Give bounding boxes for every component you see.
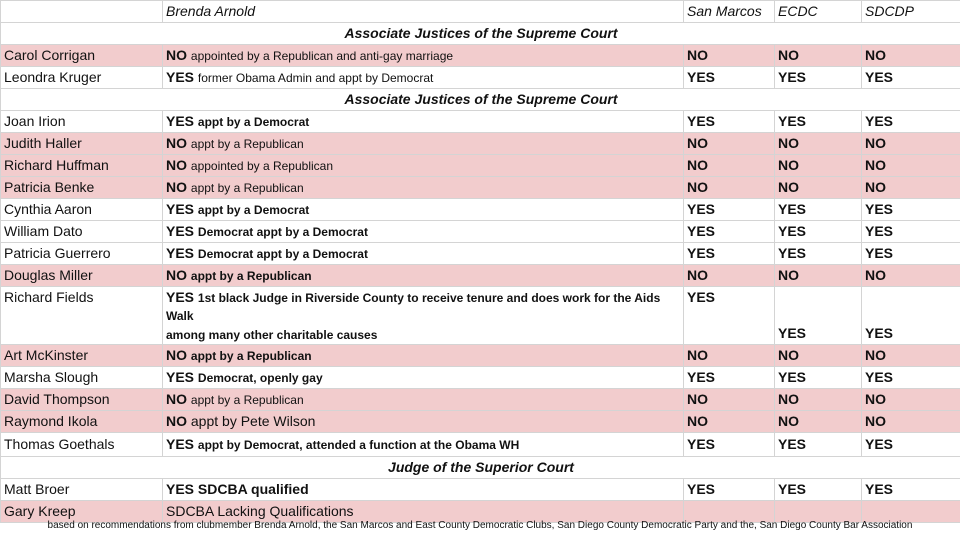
sdcdp-vote: NO <box>862 155 960 177</box>
section-row <box>1 457 960 479</box>
ecdc-vote: YES <box>775 199 862 221</box>
candidate-name: Patricia Benke <box>1 177 163 199</box>
table-row <box>1 243 960 265</box>
sdcdp-vote: YES <box>862 67 960 89</box>
san-marcos-vote: NO <box>684 45 775 67</box>
vote-note: appt by a Democrat <box>197 114 310 129</box>
ecdc-vote: NO <box>775 389 862 411</box>
san-marcos-vote: YES <box>684 367 775 389</box>
vote-note: appt by a Republican <box>190 180 304 195</box>
ecdc-vote: NO <box>775 155 862 177</box>
vote-label: YES <box>166 244 195 261</box>
candidate-name: Matt Broer <box>1 479 163 501</box>
table-row <box>1 221 960 243</box>
section-title: Associate Justices of the Supreme Court <box>1 23 960 45</box>
vote-label: NO <box>166 156 187 173</box>
sdcdp-vote: YES <box>862 433 960 457</box>
recommendation-cell <box>163 411 684 433</box>
table-row <box>1 133 960 155</box>
header-recommender: Brenda Arnold <box>163 1 684 23</box>
section-row <box>1 89 960 111</box>
vote-note: Democrat appt by a Democrat <box>197 246 368 261</box>
table-row <box>1 177 960 199</box>
san-marcos-vote: YES <box>684 479 775 501</box>
ecdc-vote: YES <box>775 367 862 389</box>
table-row <box>1 479 960 501</box>
san-marcos-vote: NO <box>684 177 775 199</box>
candidate-name: Douglas Miller <box>1 265 163 287</box>
vote-label: YES <box>166 368 195 385</box>
vote-label: YES <box>166 112 195 129</box>
recommendation-cell <box>163 111 684 133</box>
recommendation-cell <box>163 177 684 199</box>
vote-note: appointed by a Republican and anti-gay marriage <box>190 48 454 63</box>
ecdc-vote: YES <box>775 243 862 265</box>
sdcdp-vote: YES <box>862 243 960 265</box>
recommendation-cell <box>163 433 684 457</box>
vote-label: NO <box>166 46 187 63</box>
recommendation-cell <box>163 199 684 221</box>
ecdc-vote: NO <box>775 265 862 287</box>
table-row <box>1 287 960 345</box>
san-marcos-vote: YES <box>684 221 775 243</box>
san-marcos-vote: YES <box>684 67 775 89</box>
candidate-name: Joan Irion <box>1 111 163 133</box>
san-marcos-vote: YES <box>684 287 775 345</box>
sdcdp-vote: YES <box>862 199 960 221</box>
candidate-name: William Dato <box>1 221 163 243</box>
ecdc-vote: NO <box>775 411 862 433</box>
vote-label: NO <box>166 390 187 407</box>
candidate-name: Art McKinster <box>1 345 163 367</box>
section-title: Judge of the Superior Court <box>1 457 960 479</box>
sdcdp-vote: NO <box>862 265 960 287</box>
header-ecdc: ECDC <box>775 1 862 23</box>
san-marcos-vote: NO <box>684 389 775 411</box>
vote-label: YES <box>166 481 195 497</box>
recommendation-cell <box>163 243 684 265</box>
ecdc-vote: NO <box>775 177 862 199</box>
header-san-marcos: San Marcos <box>684 1 775 23</box>
recommendation-cell <box>163 479 684 501</box>
section-title: Associate Justices of the Supreme Court <box>1 89 960 111</box>
sdcdp-vote: YES <box>862 479 960 501</box>
header-row <box>1 1 960 23</box>
vote-note: Democrat appt by a Democrat <box>197 224 368 239</box>
ecdc-vote: YES <box>775 221 862 243</box>
vote-note: appt by a Republican <box>190 136 304 151</box>
header-sdcdp: SDCDP <box>862 1 960 23</box>
vote-note: SDCBA qualified <box>197 481 309 497</box>
recommendation-cell <box>163 265 684 287</box>
san-marcos-vote: YES <box>684 111 775 133</box>
sdcdp-vote: NO <box>862 411 960 433</box>
ecdc-vote: YES <box>775 433 862 457</box>
ecdc-vote: YES <box>775 67 862 89</box>
san-marcos-vote: NO <box>684 345 775 367</box>
recommendation-cell <box>163 367 684 389</box>
san-marcos-vote: NO <box>684 155 775 177</box>
vote-note-continued: among many other charitable causes <box>166 328 378 342</box>
recommendation-cell <box>163 345 684 367</box>
ecdc-vote: NO <box>775 345 862 367</box>
sdcdp-vote: NO <box>862 133 960 155</box>
san-marcos-vote: YES <box>684 433 775 457</box>
recommendation-cell <box>163 221 684 243</box>
table-row <box>1 367 960 389</box>
sdcdp-vote: NO <box>862 389 960 411</box>
vote-label: NO <box>166 346 187 363</box>
recommendation-cell <box>163 67 684 89</box>
table-row <box>1 155 960 177</box>
table-row <box>1 345 960 367</box>
vote-label: NO <box>166 413 187 429</box>
vote-note: appt by Pete Wilson <box>190 413 316 429</box>
candidate-name: Gary Kreep <box>1 501 163 523</box>
candidate-name: David Thompson <box>1 389 163 411</box>
sdcdp-vote: NO <box>862 177 960 199</box>
vote-label: NO <box>166 266 187 283</box>
san-marcos-vote: YES <box>684 243 775 265</box>
table-row <box>1 199 960 221</box>
vote-note: appt by Democrat, attended a function at the Obama WH <box>197 437 520 452</box>
table-row <box>1 45 960 67</box>
ecdc-vote: YES <box>775 287 862 345</box>
vote-label: YES <box>166 68 195 85</box>
table-row <box>1 111 960 133</box>
vote-label: YES <box>166 435 195 452</box>
candidate-name: Richard Huffman <box>1 155 163 177</box>
vote-note: appointed by a Republican <box>190 158 333 173</box>
recommendation-cell <box>163 155 684 177</box>
recommendation-cell <box>163 287 684 345</box>
table-row <box>1 265 960 287</box>
vote-label: NO <box>166 178 187 195</box>
vote-label: YES <box>166 200 195 217</box>
ecdc-vote: NO <box>775 45 862 67</box>
candidate-name: Carol Corrigan <box>1 45 163 67</box>
recommendation-cell <box>163 389 684 411</box>
recommendation-cell <box>163 45 684 67</box>
candidate-name: Cynthia Aaron <box>1 199 163 221</box>
table-row <box>1 67 960 89</box>
table-row <box>1 433 960 457</box>
sdcdp-vote: YES <box>862 367 960 389</box>
table-row <box>1 389 960 411</box>
sdcdp-vote: YES <box>862 111 960 133</box>
candidate-name: Judith Haller <box>1 133 163 155</box>
table-row <box>1 411 960 433</box>
vote-note: appt by a Republican <box>190 392 304 407</box>
recommendation-cell: SDCBA Lacking Qualifications <box>163 501 684 523</box>
sdcdp-vote: YES <box>862 287 960 345</box>
ecdc-vote: YES <box>775 111 862 133</box>
candidate-name: Marsha Slough <box>1 367 163 389</box>
vote-label: NO <box>166 134 187 151</box>
candidate-name: Patricia Guerrero <box>1 243 163 265</box>
san-marcos-vote: NO <box>684 133 775 155</box>
vote-note: 1st black Judge in Riverside County to receive tenure and does work for the Aids Walk <box>166 291 661 323</box>
ecdc-vote: YES <box>775 479 862 501</box>
san-marcos-vote: YES <box>684 199 775 221</box>
vote-note: Democrat, openly gay <box>197 370 323 385</box>
header-empty-cell <box>1 1 163 23</box>
section-row <box>1 23 960 45</box>
san-marcos-vote: NO <box>684 411 775 433</box>
vote-label: YES <box>166 222 195 239</box>
vote-note: appt by a Democrat <box>197 202 310 217</box>
vote-note: appt by a Republican <box>190 268 312 283</box>
footer-note: based on recommendations from clubmember Brenda Arnold, the San Marcos and East County Democratic Clubs, San Diego County Democratic Party and the, San Diego County Bar Association <box>47 520 913 531</box>
candidate-name: Richard Fields <box>1 287 163 345</box>
vote-note: appt by a Republican <box>190 348 312 363</box>
vote-label: YES <box>166 289 195 305</box>
sdcdp-vote: YES <box>862 221 960 243</box>
san-marcos-vote: NO <box>684 265 775 287</box>
candidate-name: Raymond Ikola <box>1 411 163 433</box>
recommendation-cell <box>163 133 684 155</box>
ecdc-vote: NO <box>775 133 862 155</box>
candidate-name: Thomas Goethals <box>1 433 163 457</box>
sdcdp-vote: NO <box>862 345 960 367</box>
vote-note: former Obama Admin and appt by Democrat <box>197 70 434 85</box>
sdcdp-vote: NO <box>862 45 960 67</box>
candidate-name: Leondra Kruger <box>1 67 163 89</box>
